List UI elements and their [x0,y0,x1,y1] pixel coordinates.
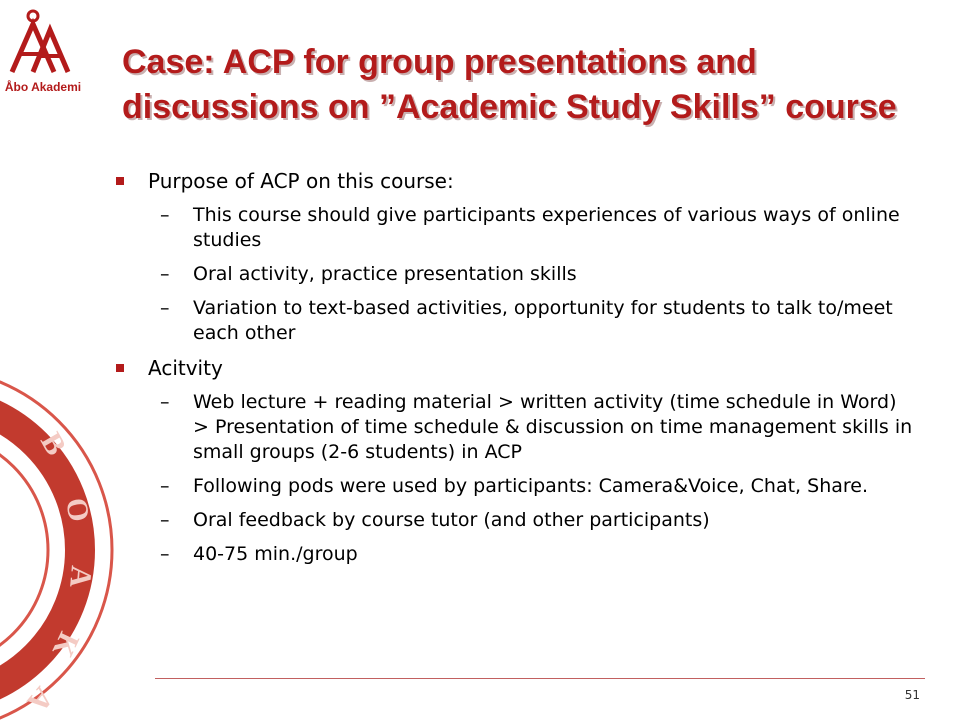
sub-bullet-text: Oral activity, practice presentation skills [193,263,577,285]
sub-bullet-item [116,262,916,287]
dash-icon: – [160,263,170,285]
sub-bullet-item [116,203,916,253]
square-bullet-icon [116,177,124,185]
slide-title: Case: ACP for group presentations and discussions on ”Academic Study Skills” course [122,43,897,126]
university-seal-watermark [0,380,98,720]
logo-wordmark: Åbo Akademi [4,80,82,94]
svg-text:K: K [45,627,86,663]
dash-icon: – [160,509,170,531]
bullet-item [116,168,916,195]
sub-bullet-text: Variation to text-based activities, opportunity for students to talk to/meet each other [193,297,893,344]
university-logo [0,0,82,110]
svg-text:A: A [20,680,60,719]
sub-bullet-text: Web lecture + reading material > written activity (time schedule in Word) > Presentation of time schedule & discussion on time management skills in small groups (2-6 students) in ACP [193,391,913,463]
sub-bullet-item [116,542,916,567]
sub-bullet-text: This course should give participants experiences of various ways of online studies [193,204,900,251]
sub-bullet-text: 40-75 min./group [193,543,358,565]
sub-bullet-text: Following pods were used by participants: Camera&Voice, Chat, Share. [193,475,869,497]
dash-icon: – [160,204,170,226]
footer-divider [155,678,925,679]
dash-icon: – [160,475,170,497]
bullet-list [116,168,916,576]
sub-bullet-item [116,296,916,346]
bullet-text: Acitvity [148,356,223,380]
svg-text:O: O [59,495,96,525]
page-number: 51 [904,688,920,702]
svg-text:A: A [63,564,98,589]
dash-icon: – [160,543,170,565]
sub-bullet-item [116,508,916,533]
bullet-item [116,355,916,382]
sub-bullet-item [116,390,916,465]
sub-bullet-item [116,474,916,499]
sub-bullet-text: Oral feedback by course tutor (and other participants) [193,509,710,531]
dash-icon: – [160,297,170,319]
square-bullet-icon [116,364,124,372]
svg-text:B: B [33,427,73,461]
bullet-text: Purpose of ACP on this course: [148,169,454,193]
dash-icon: – [160,391,170,413]
aa-monogram-icon [0,0,82,80]
